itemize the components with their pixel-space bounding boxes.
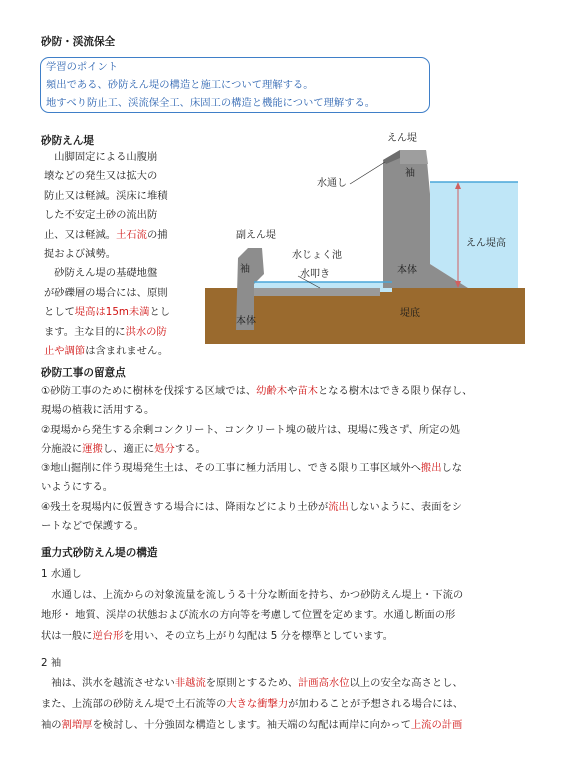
text-segment: 壊などの発生又は拡大の — [44, 170, 158, 183]
label-entei: えん堤 — [387, 133, 417, 144]
dam-description-line — [44, 342, 170, 361]
apron — [254, 288, 380, 296]
label-mizutooshi: 水通し — [317, 178, 347, 189]
text-segment: しな — [441, 462, 463, 475]
text-segment: が砂礫層の場合には、原則 — [44, 286, 168, 299]
label-mizutataki: 水叩き — [300, 269, 330, 280]
text-segment: 現場の植栽に活用する。 — [41, 404, 155, 417]
highlight-text: 土石流 — [116, 228, 147, 241]
text-segment: 袖の — [41, 719, 62, 731]
text-segment: ④残土を現場内に仮置きする場合には、降雨などにより土砂が — [41, 500, 329, 513]
dam-description-line — [44, 323, 170, 342]
ryui-item-line — [41, 517, 472, 536]
dam-cross-section-diagram — [200, 124, 530, 346]
label-hontai-sub: 本体 — [236, 316, 256, 327]
highlight-text: 流出 — [328, 500, 349, 513]
text-segment: する。 — [174, 442, 206, 455]
section-heading-ryui: 砂防工事の留意点 — [41, 367, 126, 379]
text-segment: した不安定土砂の流出防 — [44, 209, 158, 222]
highlight-text: 堤高は15m未満 — [74, 306, 150, 319]
text-segment: 地形・ 地質、渓岸の状態および流水の方向等を考慮して位置を定めます。水通し断面の形 — [41, 609, 456, 622]
paragraph-line — [41, 673, 463, 694]
label-hontai-main: 本体 — [397, 265, 417, 276]
ryui-item-line — [41, 440, 472, 459]
learning-points-heading: 学習のポイント — [46, 61, 119, 73]
highlight-text: 上流の計画 — [410, 719, 463, 731]
label-mizujokuchi: 水じょく池 — [292, 250, 342, 261]
text-segment: 以上の安全な高さとし、 — [349, 677, 463, 689]
text-segment: を検討し、十分強固な構造とします。袖天端の勾配は両岸に向かって — [92, 719, 411, 731]
label-sode-sub: 袖 — [240, 264, 250, 275]
highlight-text: 計画高水位 — [298, 677, 350, 689]
text-segment: 状は一般に — [41, 629, 93, 642]
label-teitei: 堤底 — [400, 308, 420, 319]
dam-description-line — [44, 284, 170, 303]
highlight-text: 大きな衝撃力 — [226, 698, 289, 710]
highlight-text: 非越流 — [174, 677, 206, 689]
label-fuku-entei: 副えん堤 — [236, 230, 276, 241]
ryui-item-line — [41, 459, 472, 478]
highlight-text: 幼齢木 — [256, 385, 288, 397]
highlight-text: 処分 — [154, 442, 175, 455]
text-segment: 砂防えん堤の基礎地盤 — [44, 267, 158, 280]
text-segment: しないように、表面をシ — [348, 500, 463, 513]
paragraph-mizutooshi — [41, 585, 463, 646]
highlight-text: 搬出 — [420, 462, 442, 475]
learning-points-box — [40, 57, 430, 113]
label-entei-daka: えん堤高 — [466, 238, 506, 249]
text-segment: 袖は、洪水を越流させない — [41, 677, 175, 689]
text-segment: 止、又は軽減。 — [44, 228, 117, 241]
text-segment: を原則とするため、 — [205, 677, 299, 689]
learning-point-line: 頻出である、砂防えん堤の構造と施工について理解する。 — [46, 79, 314, 91]
paragraph-line — [41, 626, 463, 646]
dam-description-line — [44, 148, 170, 167]
paragraph-sode — [41, 673, 463, 736]
highlight-text: 洪水の防 — [125, 325, 167, 338]
dam-description-line — [44, 264, 170, 283]
highlight-text: 苗木 — [297, 385, 318, 397]
highlight-text: 逆台形 — [92, 629, 124, 642]
section-heading-gravity: 重力式砂防えん堤の構造 — [41, 547, 158, 559]
text-segment: いようにする。 — [41, 481, 114, 494]
dam-description-line — [44, 167, 170, 186]
section-heading-dam: 砂防えん堤 — [41, 135, 94, 147]
highlight-text: 割増厚 — [61, 719, 93, 731]
text-segment: として — [44, 306, 75, 319]
dam-description-line — [44, 187, 170, 206]
dam-description-line — [44, 226, 170, 245]
paragraph-line — [41, 605, 463, 625]
ryui-item-line — [41, 478, 472, 497]
learning-point-line: 地すべり防止工、渓流保全工、床固工の構造と機能について理解する。 — [46, 97, 376, 109]
label-sode-main: 袖 — [405, 168, 415, 179]
paragraph-line — [41, 585, 463, 605]
ryui-item-line — [41, 401, 472, 420]
text-segment: が加わることが予想される場合には、 — [288, 698, 464, 710]
dam-description-line — [44, 206, 170, 225]
dam-description — [44, 148, 170, 361]
text-segment: また、上流部の砂防えん堤で土石流等の — [41, 698, 227, 710]
text-segment: し、適正に — [102, 442, 155, 455]
text-segment: 捉および減勢。 — [44, 248, 117, 261]
text-segment: となる樹木はできる限り保存し、 — [317, 385, 473, 397]
ryui-item-line — [41, 382, 472, 401]
text-segment: ートなどで保護する。 — [41, 520, 144, 533]
text-segment: は含まれません。 — [85, 345, 169, 358]
ryui-item-line — [41, 421, 472, 440]
subheading-sode: 2 袖 — [41, 657, 62, 669]
text-segment: ①砂防工事のために樹林を伐採する区域では、 — [41, 385, 257, 397]
text-segment: の捕 — [146, 228, 168, 241]
page-title: 砂防・渓流保全 — [41, 36, 116, 48]
text-segment: 水通しは、上流からの対象流量を流しうる十分な断面を持ち、かつ砂防えん堤上・下流の — [41, 589, 464, 601]
paragraph-line — [41, 694, 463, 715]
text-segment: や — [287, 385, 298, 397]
highlight-text: 止や調節 — [44, 345, 86, 358]
paragraph-line — [41, 715, 463, 736]
text-segment: 分施設に — [41, 442, 83, 455]
text-segment: ②現場から発生する余剰コンクリート、コンクリート塊の破片は、現場に残さず、所定の処 — [41, 423, 460, 436]
text-segment: ③地山掘削に伴う現場発生土は、その工事に極力活用し、できる限り工事区域外へ — [41, 462, 421, 475]
text-segment: 山脚固定による山腹崩 — [44, 151, 158, 163]
text-segment: 防止又は軽減。渓床に堆積 — [44, 189, 168, 202]
dam-description-line — [44, 245, 170, 264]
highlight-text: 運搬 — [82, 442, 103, 455]
subheading-mizutooshi: 1 水通し — [41, 568, 82, 580]
ryui-list — [41, 382, 472, 536]
dam-description-line — [44, 303, 170, 322]
ryui-item-line — [41, 498, 472, 517]
text-segment: を用い、その立ち上がり勾配は 5 分を標準としています。 — [123, 629, 394, 642]
text-segment: とし — [149, 306, 171, 319]
text-segment: ます。主な目的に — [44, 325, 126, 338]
